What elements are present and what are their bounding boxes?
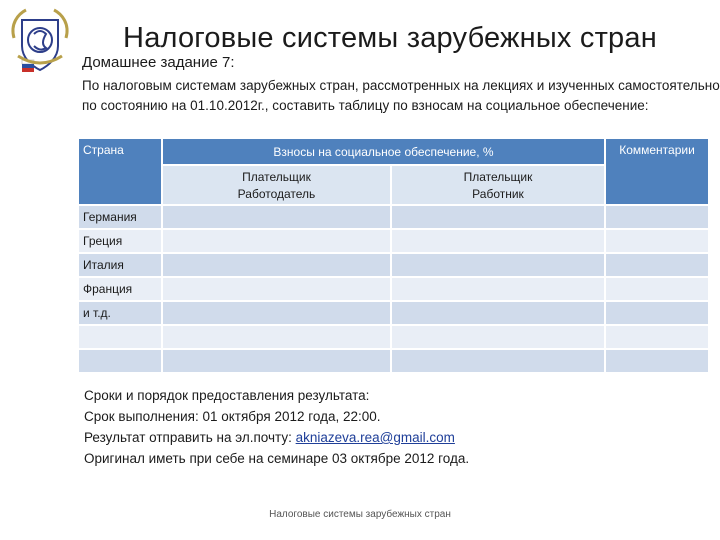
table-row <box>78 253 709 277</box>
row-country-label <box>78 349 162 373</box>
table-row <box>78 205 709 229</box>
row-country-label: Германия <box>78 205 162 229</box>
row-country-label: Франция <box>78 277 162 301</box>
subheader-employer: Плательщик Работодатель <box>162 165 391 205</box>
email-link[interactable]: akniazeva.rea@gmail.com <box>295 430 455 445</box>
table-row <box>78 325 709 349</box>
social-contributions-table <box>77 137 710 374</box>
email-line <box>84 427 469 448</box>
row-country-label <box>78 325 162 349</box>
row-country-label: Греция <box>78 229 162 253</box>
table-row <box>78 349 709 373</box>
table-row <box>78 277 709 301</box>
assignment-description: По налоговым системам зарубежных стран, рассмотренных на лекциях и изученных самостоятельно по состоянию на 01.10.2012г., составить таблицу по взносам на социальное обеспечение: <box>82 78 720 113</box>
submission-instructions <box>84 385 469 469</box>
table-row <box>78 229 709 253</box>
slide-title: Налоговые системы зарубежных стран <box>123 22 657 54</box>
header-country: Страна <box>78 138 162 205</box>
table-row <box>78 301 709 325</box>
header-comments: Комментарии <box>605 138 709 205</box>
assignment-subtitle: Домашнее задание 7: <box>82 54 235 71</box>
row-country-label: и т.д. <box>78 301 162 325</box>
email-prefix: Результат отправить на эл.почту: <box>84 430 296 445</box>
deadline-line: Срок выполнения: 01 октября 2012 года, 22:00. <box>84 409 381 424</box>
header-contributions: Взносы на социальное обеспечение, % <box>162 138 605 165</box>
subheader-worker: Плательщик Работник <box>391 165 605 205</box>
page-footer: Налоговые системы зарубежных стран <box>269 509 451 520</box>
original-copy-line: Оригинал иметь при себе на семинаре 03 октябре 2012 года. <box>84 451 470 466</box>
row-country-label: Италия <box>78 253 162 277</box>
deadline-heading: Сроки и порядок предоставления результата: <box>84 388 370 403</box>
